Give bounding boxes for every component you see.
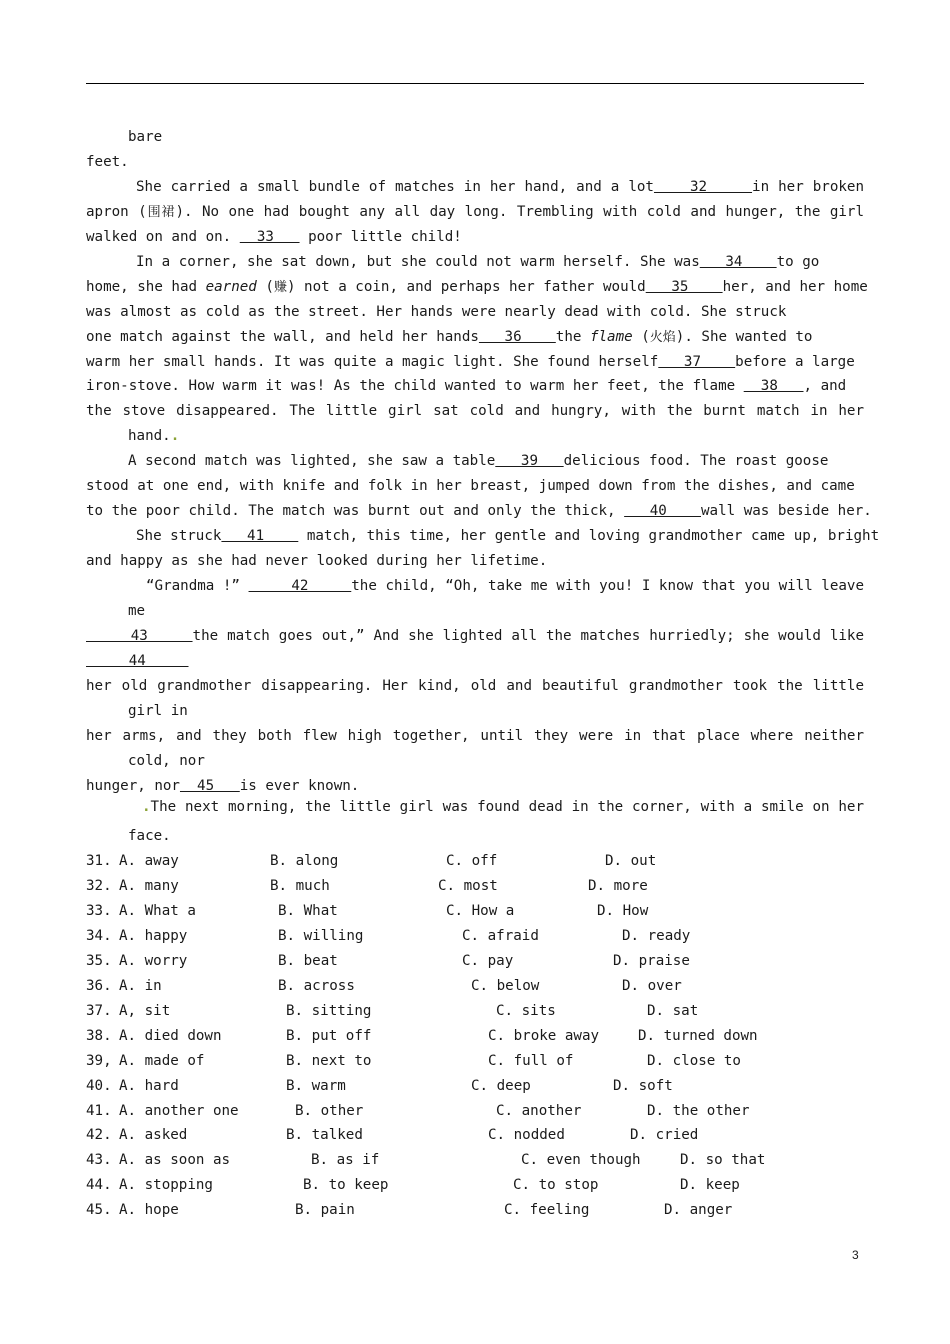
question-number: 38. xyxy=(86,1027,112,1044)
question-number: 31. xyxy=(86,853,112,869)
blank-36: 36 xyxy=(478,329,556,345)
option-c: C. off xyxy=(446,853,498,869)
option-d: D. close to xyxy=(647,1052,741,1069)
option-a: A. happy xyxy=(119,927,188,944)
option-a: A. worry xyxy=(119,952,188,969)
option-c: C. below xyxy=(471,977,540,994)
line: bare xyxy=(128,129,163,145)
mark-dot: . xyxy=(170,428,180,444)
question-number: 32. xyxy=(86,877,112,894)
option-b: B. talked xyxy=(286,1127,363,1144)
blank-38: 38 xyxy=(743,378,804,394)
option-d: D. soft xyxy=(613,1077,673,1094)
line: “Grandma !” 42 the child, “Oh, take me with you! I know that you will leave xyxy=(146,578,865,594)
option-d: D. ready xyxy=(622,927,691,944)
option-a: A. hope xyxy=(119,1202,179,1219)
line: the stove disappeared. The little girl sat cold and hungry, with the burnt match in her xyxy=(86,403,864,419)
line: She carried a small bundle of matches in her hand, and a lot 32 in her broken xyxy=(136,179,864,195)
option-c: C. most xyxy=(438,877,498,894)
option-a: A. asked xyxy=(119,1127,188,1144)
line: She struck 41 match, this time, her gentle and loving grandmother came up, bright xyxy=(136,528,880,544)
option-d: D. out xyxy=(605,853,657,869)
blank-34: 34 xyxy=(699,254,777,270)
line: her arms, and they both flew high together, until they were in that place where neither xyxy=(86,728,864,744)
option-b: B. warm xyxy=(286,1077,346,1094)
option-a: A. another one xyxy=(119,1102,239,1119)
option-a: A. died down xyxy=(119,1027,222,1044)
line: .The next morning, the little girl was found dead in the corner, with a smile on her xyxy=(142,799,864,815)
blank-43: 43 xyxy=(86,628,193,644)
blank-39: 39 xyxy=(495,453,564,469)
option-c: C. another xyxy=(496,1102,582,1119)
option-d: D. so that xyxy=(680,1152,766,1169)
line: girl in xyxy=(128,703,188,719)
question-number: 42. xyxy=(86,1127,112,1144)
blank-44: 44 xyxy=(86,653,189,669)
line: warm her small hands. It was quite a magic light. She found herself 37 before a large xyxy=(86,354,855,370)
option-d: D. anger xyxy=(664,1202,733,1219)
page-number: 3 xyxy=(852,1248,859,1262)
option-b: B. other xyxy=(295,1102,364,1119)
line: A second match was lighted, she saw a table 39 delicious food. The roast goose xyxy=(128,453,829,469)
option-a: A. in xyxy=(119,977,162,994)
blank-35: 35 xyxy=(645,279,723,295)
line xyxy=(86,652,189,670)
line: apron (围裙). No one had bought any all day long. Trembling with cold and hunger, the girl xyxy=(86,204,864,220)
option-c: C. full of xyxy=(488,1052,574,1069)
option-b: B. as if xyxy=(311,1152,380,1169)
option-b: B. beat xyxy=(278,952,338,969)
option-a: A. What a xyxy=(119,902,196,919)
header-rule xyxy=(86,83,864,84)
option-c: C. feeling xyxy=(504,1202,590,1219)
option-d: D. the other xyxy=(647,1102,750,1119)
option-b: B. much xyxy=(270,877,330,894)
question-number: 41. xyxy=(86,1102,112,1119)
option-b: B. willing xyxy=(278,927,364,944)
blank-37: 37 xyxy=(658,354,736,370)
line: her old grandmother disappearing. Her kind, old and beautiful grandmother took the little xyxy=(86,678,864,694)
option-d: D. keep xyxy=(680,1177,740,1194)
question-number: 45. xyxy=(86,1202,112,1219)
blank-33: 33 xyxy=(239,229,300,245)
line: face. xyxy=(128,828,171,844)
option-d: D. sat xyxy=(647,1002,699,1019)
option-a: A, sit xyxy=(119,1002,171,1019)
option-a: A. many xyxy=(119,877,179,894)
option-d: D. cried xyxy=(630,1127,699,1144)
option-a: A. away xyxy=(119,853,179,869)
line: me xyxy=(128,603,146,619)
option-c: C. How a xyxy=(446,902,515,919)
option-c: C. pay xyxy=(462,952,514,969)
blank-40: 40 xyxy=(624,503,701,519)
option-b: B. pain xyxy=(295,1202,355,1219)
option-a: A. hard xyxy=(119,1077,179,1094)
option-b: B. along xyxy=(270,853,339,869)
line: and happy as she had never looked during her lifetime. xyxy=(86,553,548,569)
question-number: 43. xyxy=(86,1152,112,1169)
option-b: B. to keep xyxy=(303,1177,389,1194)
question-number: 40. xyxy=(86,1077,112,1094)
blank-42: 42 xyxy=(248,578,352,594)
blank-45: 45 xyxy=(179,778,240,794)
option-a: A. stopping xyxy=(119,1177,213,1194)
line: home, she had earned (赚) not a coin, and perhaps her father would 35 her, and her home xyxy=(86,279,868,295)
blank-32: 32 xyxy=(653,179,753,195)
option-c: C. afraid xyxy=(462,927,539,944)
option-d: D. turned down xyxy=(638,1027,758,1044)
line: feet. xyxy=(86,154,129,170)
option-a: A. as soon as xyxy=(119,1152,231,1169)
option-d: D. over xyxy=(622,977,682,994)
option-c: C. sits xyxy=(496,1002,556,1019)
line: hand.. xyxy=(128,428,180,444)
question-number: 37. xyxy=(86,1002,112,1019)
line: was almost as cold as the street. Her hands were nearly dead with cold. She struck xyxy=(86,304,787,320)
option-d: D. more xyxy=(588,877,648,894)
question-number: 44. xyxy=(86,1177,112,1194)
option-b: B. put off xyxy=(286,1027,372,1044)
option-d: D. How xyxy=(597,902,649,919)
line: 43 the match goes out,” And she lighted all the matches hurriedly; she would like xyxy=(86,628,865,644)
line: stood at one end, with knife and folk in her breast, jumped down from the dishes, and came xyxy=(86,478,855,494)
option-b: B. next to xyxy=(286,1052,372,1069)
line: cold, nor xyxy=(128,753,205,769)
question-number: 33. xyxy=(86,902,112,919)
line: walked on and on. 33 poor little child! xyxy=(86,229,462,245)
line: to the poor child. The match was burnt out and only the thick, 40 wall was beside her. xyxy=(86,503,872,519)
line: In a corner, she sat down, but she could not warm herself. She was 34 to go xyxy=(136,254,820,270)
option-a: A. made of xyxy=(119,1052,205,1069)
mark-dot: . xyxy=(142,799,151,815)
question-number: 35. xyxy=(86,952,112,969)
option-c: C. nodded xyxy=(488,1127,565,1144)
option-c: C. to stop xyxy=(513,1177,599,1194)
option-d: D. praise xyxy=(613,952,690,969)
option-b: B. What xyxy=(278,902,338,919)
option-c: C. deep xyxy=(471,1077,531,1094)
option-b: B. across xyxy=(278,977,355,994)
option-b: B. sitting xyxy=(286,1002,372,1019)
line: iron-stove. How warm it was! As the child wanted to warm her feet, the flame 38 , and xyxy=(86,378,847,394)
option-c: C. even though xyxy=(521,1152,641,1169)
question-number: 34. xyxy=(86,927,112,944)
blank-41: 41 xyxy=(221,528,299,544)
question-number: 39, xyxy=(86,1052,112,1069)
line: hunger, nor 45 is ever known. xyxy=(86,778,360,794)
line: one match against the wall, and held her hands 36 the flame (火焰). She wanted to xyxy=(86,329,813,345)
question-number: 36. xyxy=(86,977,112,994)
option-c: C. broke away xyxy=(488,1027,600,1044)
